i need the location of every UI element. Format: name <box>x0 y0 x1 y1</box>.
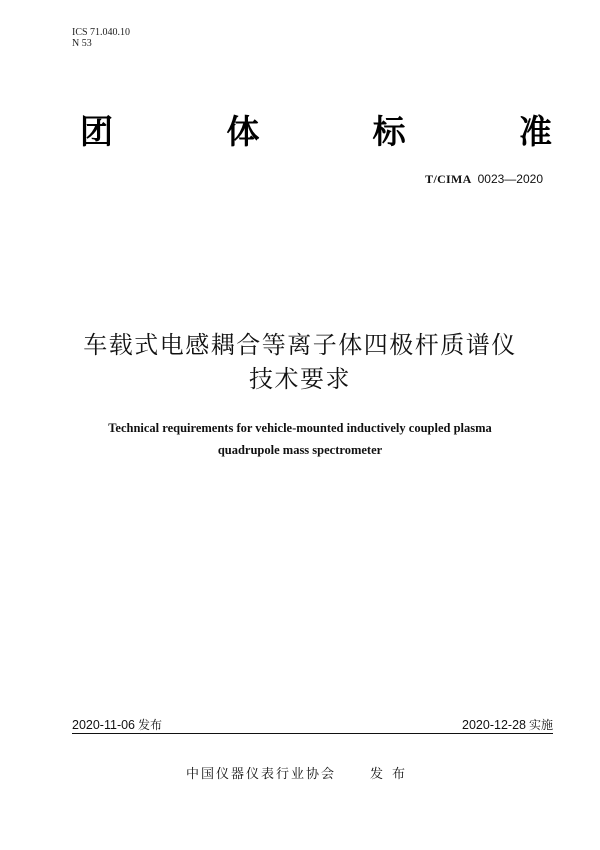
publisher-organization: 中国仪器仪表行业协会 <box>185 767 336 782</box>
effective-date-block <box>462 716 553 733</box>
english-title-line-2: quadrupole mass spectrometer <box>217 443 383 457</box>
publisher-line <box>0 763 600 782</box>
chinese-title <box>0 328 600 396</box>
standard-code-number: 0023—2020 <box>477 172 543 186</box>
standard-type-char: 团 <box>80 112 113 151</box>
chinese-title-line-2: 技术要求 <box>249 365 351 393</box>
effective-date: 2020-12-28 <box>462 718 526 732</box>
standard-type-char: 体 <box>226 112 260 151</box>
standard-code <box>425 172 543 187</box>
ics-code: ICS 71.040.10 <box>72 27 131 38</box>
classification-codes <box>72 27 130 49</box>
issue-label: 发布 <box>138 718 163 732</box>
issue-date: 2020-11-06 <box>72 718 136 732</box>
standard-code-prefix: T/CIMA <box>425 172 472 186</box>
date-row <box>72 713 553 733</box>
chinese-title-line-1: 车载式电感耦合等离子体四极杆质谱仪 <box>83 331 517 359</box>
english-title <box>0 417 600 461</box>
standard-type-char: 准 <box>518 112 552 151</box>
publisher-action: 发布 <box>370 767 415 782</box>
english-title-line-1: Technical requirements for vehicle-mounted inductively coupled plasma <box>108 421 492 435</box>
ccs-code: N 53 <box>72 38 92 49</box>
horizontal-divider <box>72 733 553 734</box>
effective-label: 实施 <box>528 718 553 732</box>
standard-type-char: 标 <box>372 112 406 151</box>
issue-date-block <box>72 716 162 733</box>
standard-type-heading <box>80 112 552 152</box>
